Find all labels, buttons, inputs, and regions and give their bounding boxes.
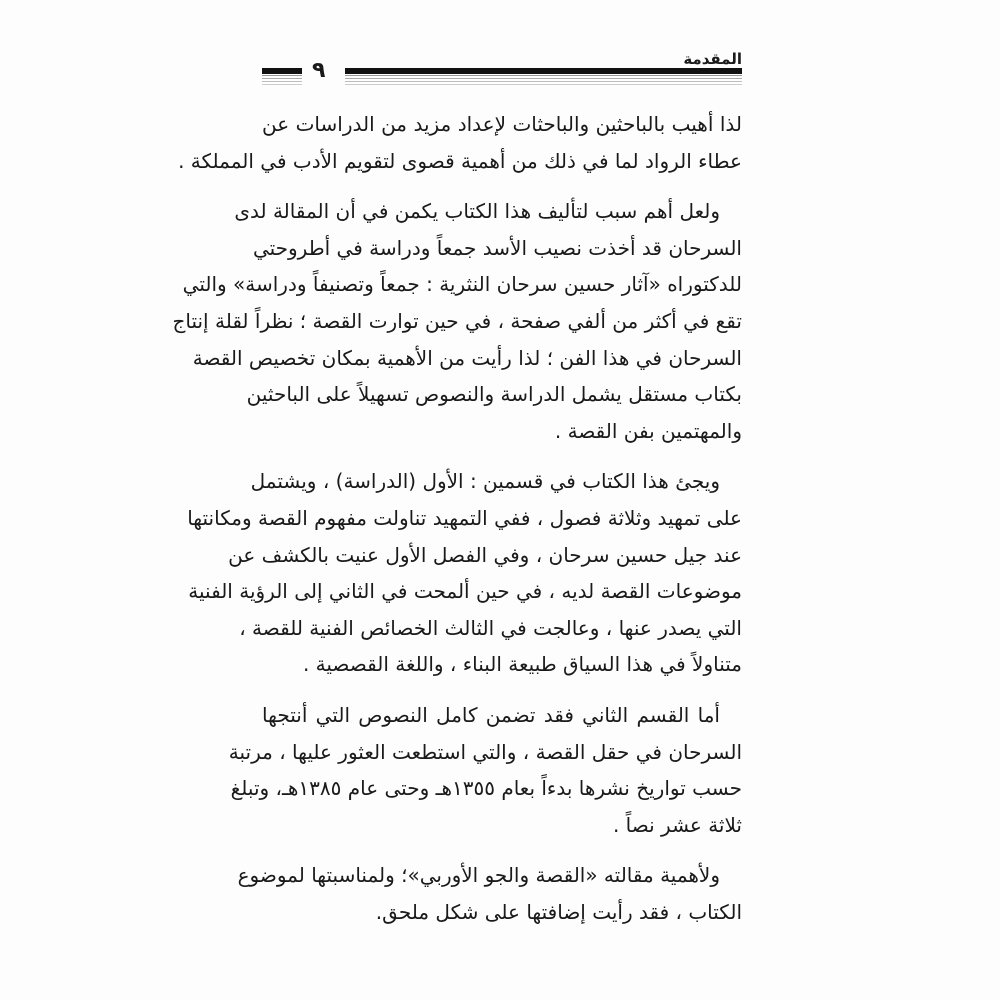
page-number: ٩ bbox=[312, 58, 326, 83]
paragraph bbox=[228, 697, 742, 843]
paragraph bbox=[237, 857, 742, 930]
text-line: التي يصدر عنها ، وعالجت في الثالث الخصائص الفنية للقصة ، bbox=[239, 615, 742, 640]
text-line: السرحان في حقل القصة ، والتي استطعت العثور عليها ، مرتبة bbox=[228, 739, 742, 764]
text-line: والمهتمين بفن القصة . bbox=[554, 418, 742, 443]
text-line: ثلاثة عشر نصاً . bbox=[612, 812, 742, 837]
text-line: حسب تواريخ نشرها بدءاً بعام ١٣٥٥هـ وحتى عام ١٣٨٥هـ، وتبلغ bbox=[230, 776, 742, 801]
text-line: لذا أهيب بالباحثين والباحثات لإعداد مزيد من الدراسات عن bbox=[262, 112, 742, 136]
text-line: موضوعات القصة لديه ، في حين ألمحت في الثاني إلى الرؤية الفنية bbox=[188, 579, 742, 604]
running-header-title: المقدمة bbox=[683, 50, 742, 68]
text-line: تقع في أكثر من ألفي صفحة ، في حين توارت القصة ؛ نظراً لقلة إنتاج bbox=[172, 308, 742, 333]
text-line: السرحان في هذا الفن ؛ لذا رأيت من الأهمية بمكان تخصيص القصة bbox=[192, 345, 742, 370]
text-line: ولأهمية مقالته «القصة والجو الأوربي»؛ ولمناسبتها لموضوع bbox=[237, 863, 720, 888]
text-line: ولعل أهم سبب لتأليف هذا الكتاب يكمن في أن المقالة لدى bbox=[234, 199, 720, 224]
text-line: ويجئ هذا الكتاب في قسمين : الأول (الدراسة) ، ويشتمل bbox=[250, 469, 720, 494]
text-line: للدكتوراه «آثار حسين سرحان النثرية : جمعاً وتصنيفاً ودراسة» والتي bbox=[182, 272, 742, 297]
text-line: متناولاً في هذا السياق طبيعة البناء ، واللغة القصصية . bbox=[302, 652, 742, 677]
text-line: على تمهيد وثلاثة فصول ، ففي التمهيد تناولت مفهوم القصة ومكانتها bbox=[187, 505, 742, 530]
paragraph bbox=[187, 463, 742, 683]
text-line: عند جيل حسين سرحان ، وفي الفصل الأول عنيت بالكشف عن bbox=[228, 542, 742, 567]
paragraph bbox=[172, 193, 742, 449]
paragraph bbox=[178, 106, 742, 179]
body-text bbox=[172, 106, 742, 944]
text-line: عطاء الرواد لما في ذلك من أهمية قصوى لتقويم الأدب في المملكة . bbox=[178, 148, 742, 173]
text-line: بكتاب مستقل يشمل الدراسة والنصوص تسهيلاً على الباحثين bbox=[246, 382, 742, 407]
header-rule-small bbox=[262, 68, 302, 85]
header-rule bbox=[345, 68, 742, 85]
text-line: السرحان قد أخذت نصيب الأسد جمعاً ودراسة في أطروحتي bbox=[252, 235, 742, 260]
text-line: أما القسم الثاني فقد تضمن كامل النصوص التي أنتجها bbox=[262, 702, 720, 727]
text-line: الكتاب ، فقد رأيت إضافتها على شكل ملحق. bbox=[375, 899, 742, 924]
